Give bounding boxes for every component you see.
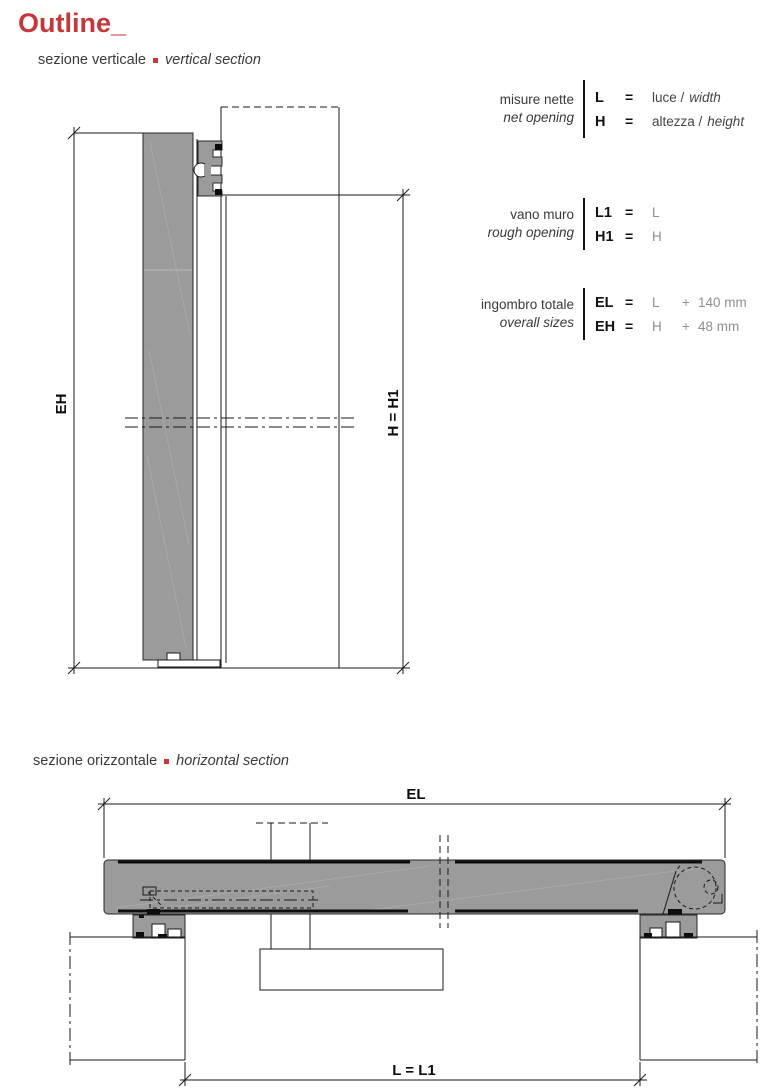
symbol: L1: [595, 204, 612, 221]
dim-el: [98, 786, 731, 858]
door-panel-vertical: [143, 133, 197, 663]
operand-a: L: [652, 294, 660, 310]
legend-label-en: net opening: [503, 110, 574, 125]
vertical-section-label-it: sezione verticale: [38, 52, 146, 68]
equals-sign: =: [625, 112, 634, 129]
dim-label-l-l1: L = L1: [392, 1062, 436, 1079]
right-wall-plan: [640, 930, 757, 1066]
symbol: H: [595, 113, 606, 130]
horizontal-section-label-en: horizontal section: [176, 753, 289, 769]
equals-sign: =: [625, 293, 634, 310]
dim-h-h1: [385, 189, 409, 674]
vertical-section-label-en: vertical section: [165, 52, 261, 68]
legend-label-it: misure nette: [499, 92, 574, 107]
plus-operator: +: [682, 318, 690, 334]
dim-label-el: EL: [406, 786, 426, 803]
equals-sign: =: [625, 88, 634, 105]
vertical-section-drawing: [53, 107, 410, 674]
equals-sign: =: [625, 227, 634, 244]
left-wall-plan: [70, 932, 185, 1066]
equals-sign: =: [625, 203, 634, 220]
value-en: width: [689, 89, 721, 105]
legend-label-it: vano muro: [510, 207, 574, 222]
symbol: EL: [595, 294, 614, 311]
value: L: [652, 204, 660, 220]
horizontal-section-label-it: sezione orizzontale: [33, 753, 158, 769]
value-it: luce /: [652, 89, 685, 105]
operand-b: 140 mm: [698, 294, 747, 310]
operand-b: 48 mm: [698, 318, 740, 334]
floor-box-detail: [260, 914, 443, 990]
dim-l-l1: [179, 1062, 647, 1086]
value: H: [652, 228, 662, 244]
value-en: height: [707, 113, 745, 129]
legend-label-en: overall sizes: [499, 315, 574, 330]
equals-sign: =: [625, 317, 634, 334]
symbol: EH: [595, 318, 616, 335]
door-panel-horizontal: [104, 860, 725, 914]
plus-operator: +: [682, 294, 690, 310]
value-it: altezza /: [652, 113, 703, 129]
dim-label-h-h1: H = H1: [385, 389, 402, 437]
dim-label-eh: EH: [53, 393, 70, 415]
symbol: L: [595, 89, 604, 106]
ceiling-bracket-stub: [256, 823, 328, 860]
legend-label-en: rough opening: [487, 225, 574, 240]
dim-eh: [53, 127, 158, 674]
operand-a: H: [652, 318, 662, 334]
wall-section-vertical: [221, 107, 410, 668]
symbol: H1: [595, 228, 614, 245]
page-title: Outline_: [18, 8, 127, 38]
legend-label-it: ingombro totale: [480, 297, 574, 312]
horizontal-section-drawing: [70, 786, 757, 1086]
track-profile: [194, 141, 222, 196]
